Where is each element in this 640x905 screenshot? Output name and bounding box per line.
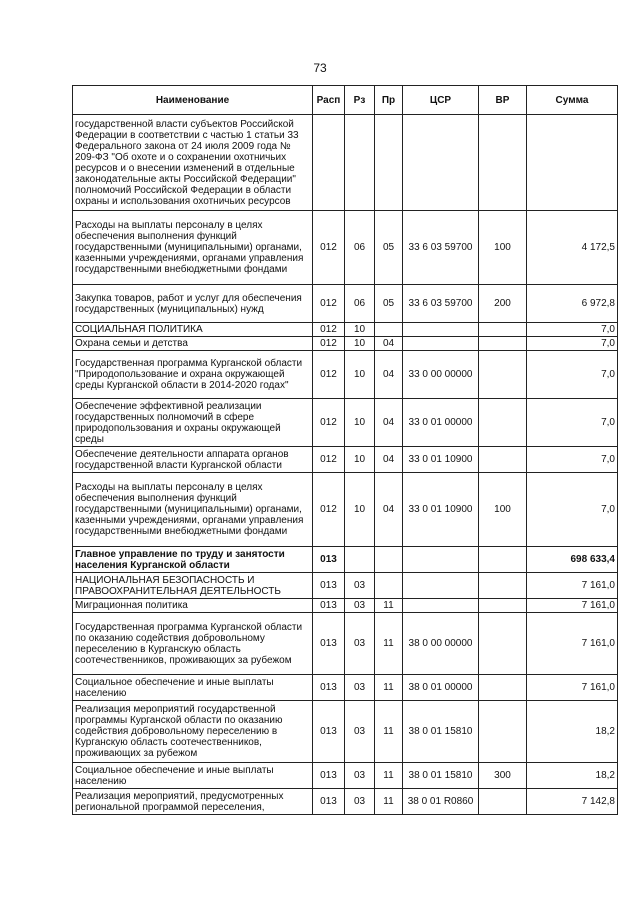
table-row	[73, 447, 618, 473]
row-csr	[403, 337, 479, 351]
row-csr	[403, 547, 479, 573]
row-rz: 10	[345, 351, 375, 399]
row-rz	[345, 547, 375, 573]
row-pr: 11	[375, 789, 403, 815]
row-rasp: 013	[313, 573, 345, 599]
table-row	[73, 701, 618, 763]
row-pr: 11	[375, 763, 403, 789]
row-pr: 11	[375, 599, 403, 613]
row-sum: 7,0	[527, 323, 618, 337]
page-number: 73	[313, 61, 327, 75]
row-vr	[479, 351, 527, 399]
table-row	[73, 573, 618, 599]
row-pr: 11	[375, 701, 403, 763]
row-rz: 10	[345, 473, 375, 547]
row-name: Обеспечение эффективной реализации государственных полномочий в сфере природопользования и охраны окружающей среды	[73, 399, 313, 447]
row-rz: 03	[345, 701, 375, 763]
row-rasp: 013	[313, 599, 345, 613]
budget-table	[72, 85, 618, 815]
row-vr	[479, 547, 527, 573]
table-row	[73, 211, 618, 285]
table-row	[73, 613, 618, 675]
row-vr	[479, 337, 527, 351]
header-csr: ЦСР	[403, 86, 479, 115]
row-name: Реализация мероприятий, предусмотренных региональной программой переселения,	[73, 789, 313, 815]
row-pr	[375, 115, 403, 211]
row-rasp: 012	[313, 211, 345, 285]
row-rasp: 012	[313, 337, 345, 351]
table-row	[73, 763, 618, 789]
header-rz: Рз	[345, 86, 375, 115]
row-vr	[479, 599, 527, 613]
row-csr: 38 0 01 00000	[403, 675, 479, 701]
row-rasp: 013	[313, 547, 345, 573]
header-vr: ВР	[479, 86, 527, 115]
row-sum: 698 633,4	[527, 547, 618, 573]
table-row	[73, 473, 618, 547]
header-pr: Пр	[375, 86, 403, 115]
row-name: Обеспечение деятельности аппарата органов государственной власти Курганской области	[73, 447, 313, 473]
row-sum: 7,0	[527, 337, 618, 351]
table-row	[73, 675, 618, 701]
row-rasp: 013	[313, 763, 345, 789]
row-name: Социальное обеспечение и иные выплаты населению	[73, 763, 313, 789]
row-csr: 38 0 01 R0860	[403, 789, 479, 815]
row-pr: 04	[375, 447, 403, 473]
row-name: НАЦИОНАЛЬНАЯ БЕЗОПАСНОСТЬ И ПРАВООХРАНИТЕЛЬНАЯ ДЕЯТЕЛЬНОСТЬ	[73, 573, 313, 599]
row-vr: 100	[479, 211, 527, 285]
row-rz: 03	[345, 573, 375, 599]
header-name: Наименование	[73, 86, 313, 115]
row-rasp: 012	[313, 351, 345, 399]
row-vr	[479, 399, 527, 447]
row-name: Главное управление по труду и занятости населения Курганской области	[73, 547, 313, 573]
row-sum: 7 161,0	[527, 599, 618, 613]
row-rz: 10	[345, 337, 375, 351]
row-sum: 7 161,0	[527, 675, 618, 701]
row-csr: 38 0 00 00000	[403, 613, 479, 675]
row-sum: 7 161,0	[527, 573, 618, 599]
row-vr	[479, 701, 527, 763]
row-rz: 10	[345, 399, 375, 447]
row-rz: 03	[345, 675, 375, 701]
row-pr: 11	[375, 675, 403, 701]
table-row	[73, 337, 618, 351]
row-pr: 11	[375, 613, 403, 675]
row-vr	[479, 789, 527, 815]
table-row	[73, 285, 618, 323]
row-pr: 04	[375, 473, 403, 547]
row-csr	[403, 115, 479, 211]
row-vr	[479, 573, 527, 599]
row-name: Расходы на выплаты персоналу в целях обеспечения выполнения функций государственными (муниципальными) органами, казенными учреждениями, органами управления государственными внебюджетными фондами	[73, 473, 313, 547]
table-row	[73, 115, 618, 211]
row-sum: 4 172,5	[527, 211, 618, 285]
row-rasp: 012	[313, 399, 345, 447]
row-rz: 06	[345, 211, 375, 285]
row-rz: 03	[345, 599, 375, 613]
row-sum: 7,0	[527, 473, 618, 547]
row-pr: 05	[375, 285, 403, 323]
row-csr: 33 0 00 00000	[403, 351, 479, 399]
row-name: Миграционная политика	[73, 599, 313, 613]
row-name: СОЦИАЛЬНАЯ ПОЛИТИКА	[73, 323, 313, 337]
row-name: Социальное обеспечение и иные выплаты населению	[73, 675, 313, 701]
row-vr	[479, 323, 527, 337]
row-rasp: 012	[313, 447, 345, 473]
row-rz: 10	[345, 447, 375, 473]
row-rasp: 013	[313, 789, 345, 815]
row-name: Государственная программа Курганской области "Природопользование и охрана окружающей среды Курганской области в 2014-2020 годах"	[73, 351, 313, 399]
row-csr: 33 0 01 10900	[403, 447, 479, 473]
row-sum: 7,0	[527, 351, 618, 399]
row-sum: 7 161,0	[527, 613, 618, 675]
row-csr: 33 0 01 00000	[403, 399, 479, 447]
row-pr: 05	[375, 211, 403, 285]
row-pr: 04	[375, 351, 403, 399]
row-csr: 38 0 01 15810	[403, 763, 479, 789]
row-rasp: 012	[313, 473, 345, 547]
row-vr: 100	[479, 473, 527, 547]
row-name: Закупка товаров, работ и услуг для обеспечения государственных (муниципальных) нужд	[73, 285, 313, 323]
row-name: Расходы на выплаты персоналу в целях обеспечения выполнения функций государственными (муниципальными) органами, казенными учреждениями, органами управления государственными внебюджетными фондами	[73, 211, 313, 285]
table-header-row	[73, 86, 618, 115]
row-vr	[479, 675, 527, 701]
row-sum: 6 972,8	[527, 285, 618, 323]
table-row	[73, 547, 618, 573]
row-name: государственной власти субъектов Российской Федерации в соответствии с частью 1 статьи 33 Федерального закона от 24 июля 2009 года № 209-ФЗ "Об охоте и о сохранении охотничьих ресурсов и о внесении изменений в отдельные законодательные акты Российской Федерации" полномочий Российской Федерации в области охраны и использования охотничьих ресурсов	[73, 115, 313, 211]
row-rz: 03	[345, 613, 375, 675]
row-csr: 33 0 01 10900	[403, 473, 479, 547]
row-rasp: 013	[313, 613, 345, 675]
row-rz: 03	[345, 789, 375, 815]
row-rasp: 012	[313, 323, 345, 337]
row-name: Реализация мероприятий государственной программы Курганской области по оказанию содействия добровольному переселению в Курганскую область соотечественников, проживающих за рубежом	[73, 701, 313, 763]
row-rasp: 012	[313, 285, 345, 323]
row-name: Государственная программа Курганской области по оказанию содействия добровольному переселению в Курганскую область соотечественников, проживающих за рубежом	[73, 613, 313, 675]
row-sum: 7,0	[527, 447, 618, 473]
row-vr: 200	[479, 285, 527, 323]
row-pr	[375, 323, 403, 337]
row-vr	[479, 115, 527, 211]
row-rasp: 013	[313, 675, 345, 701]
row-rasp	[313, 115, 345, 211]
row-vr	[479, 613, 527, 675]
row-pr: 04	[375, 337, 403, 351]
row-csr	[403, 323, 479, 337]
row-sum: 7 142,8	[527, 789, 618, 815]
row-rz: 06	[345, 285, 375, 323]
table-row	[73, 399, 618, 447]
row-name: Охрана семьи и детства	[73, 337, 313, 351]
row-csr: 33 6 03 59700	[403, 285, 479, 323]
row-rz: 10	[345, 323, 375, 337]
table-row	[73, 599, 618, 613]
header-rasp: Расп	[313, 86, 345, 115]
header-sum: Сумма	[527, 86, 618, 115]
row-rz: 03	[345, 763, 375, 789]
table-row	[73, 323, 618, 337]
row-sum: 18,2	[527, 763, 618, 789]
row-pr: 04	[375, 399, 403, 447]
row-sum: 7,0	[527, 399, 618, 447]
row-csr	[403, 573, 479, 599]
row-csr: 38 0 01 15810	[403, 701, 479, 763]
row-sum: 18,2	[527, 701, 618, 763]
row-sum	[527, 115, 618, 211]
row-vr: 300	[479, 763, 527, 789]
row-pr	[375, 573, 403, 599]
row-csr	[403, 599, 479, 613]
table-row	[73, 351, 618, 399]
table-row	[73, 789, 618, 815]
row-pr	[375, 547, 403, 573]
row-rasp: 013	[313, 701, 345, 763]
row-rz	[345, 115, 375, 211]
row-csr: 33 6 03 59700	[403, 211, 479, 285]
row-vr	[479, 447, 527, 473]
